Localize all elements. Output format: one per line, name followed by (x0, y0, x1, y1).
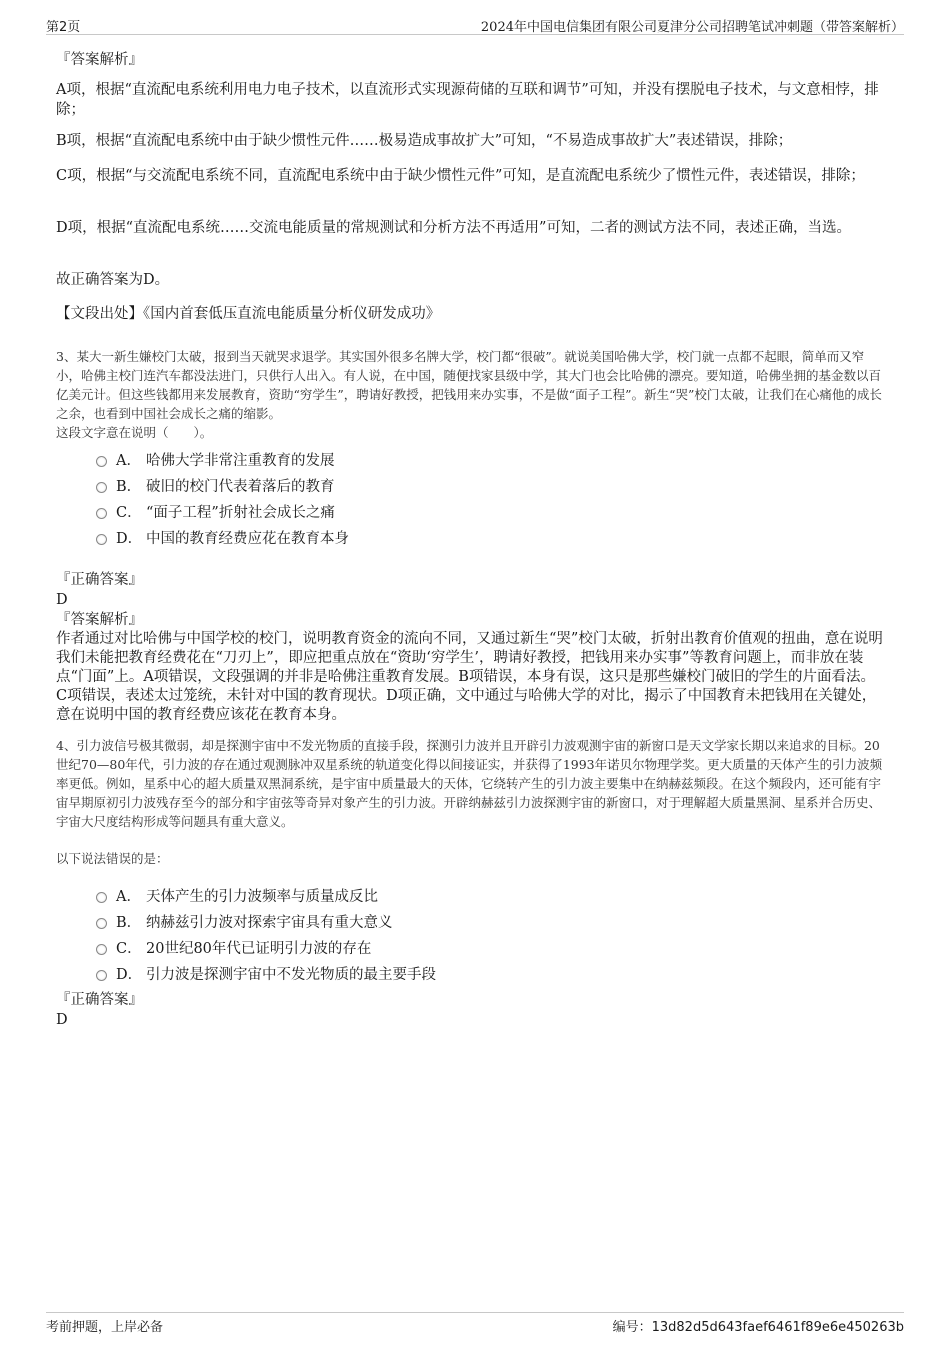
option-b[interactable] (96, 472, 349, 498)
option-key: C． (116, 940, 142, 957)
question-text: 3、某大一新生嫌校门太破，报到当天就哭求退学。其实国外很多名牌大学，校门都“很破”。就说美国哈佛大学，校门就一点都不起眼，简单而又窄小，哈佛主校门连汽车都没法进门，只供行人出入。有人说，在中国，随便找家县级中学，其大门也会比哈佛的漂亮。要知道，哈佛坐拥的基金数以百亿美元计。但这些钱都用来发展教育，资助“穷学生”，聘请好教授，把钱用来办实事，不是做“面子工程”。新生“哭”校门太破，让我们在心痛他的成长之余，也看到中国社会成长之痛的缩影。 (56, 349, 882, 421)
radio-icon[interactable] (96, 482, 107, 493)
analysis-heading: 『答案解析』 (56, 612, 143, 628)
page-number: 第2页 (46, 20, 81, 35)
radio-icon[interactable] (96, 892, 107, 903)
code-value: 13d82d5d643faef6461f89e6e450263b (651, 1320, 904, 1335)
q4-answer (56, 990, 886, 1030)
option-text: 纳赫兹引力波对探索宇宙具有重大意义 (146, 914, 393, 931)
q2-analysis-b (56, 131, 886, 151)
analysis-paragraph: C项，根据“与交流配电系统不同，直流配电系统中由于缺少惯性元件”可知，是直流配电系统少了惯性元件，表述错误，排除； (56, 168, 865, 184)
q3-answer (56, 570, 886, 725)
answer-heading: 『正确答案』 (56, 992, 143, 1008)
option-text: 中国的教育经费应花在教育本身 (146, 530, 349, 547)
q2-analysis-heading-block (56, 50, 886, 70)
option-key: D． (116, 966, 143, 983)
option-key: C． (116, 504, 142, 521)
q3-options (96, 446, 349, 550)
radio-icon[interactable] (96, 970, 107, 981)
radio-icon[interactable] (96, 918, 107, 929)
page-footer (46, 1312, 904, 1333)
radio-icon[interactable] (96, 508, 107, 519)
analysis-paragraph: A项，根据“直流配电系统利用电力电子技术，以直流形式实现源荷储的互联和调节”可知，并没有摆脱电子技术，与文意相悖，排除； (56, 82, 879, 118)
page-header (46, 14, 904, 35)
option-text: “面子工程”折射社会成长之痛 (146, 504, 335, 521)
option-key: A． (116, 888, 141, 905)
q3-question (56, 347, 886, 442)
option-key: A． (116, 452, 141, 469)
q2-analysis-d (56, 218, 886, 238)
radio-icon[interactable] (96, 456, 107, 467)
analysis-paragraph: D项，根据“直流配电系统……交流电能质量的常规测试和分析方法不再适用”可知，二者的测试方法不同，表述正确，当选。 (56, 220, 851, 236)
source-text: 【文段出处】《国内首套低压直流电能质量分析仪研发成功》 (56, 306, 441, 322)
question-prompt: 这段文字意在说明（ ）。 (56, 425, 213, 440)
document-title: 2024年中国电信集团有限公司夏津分公司招聘笔试冲刺题（带答案解析） (480, 20, 904, 35)
option-d[interactable] (96, 960, 436, 986)
analysis-heading: 『答案解析』 (56, 52, 143, 68)
analysis-text: 作者通过对比哈佛与中国学校的校门，说明教育资金的流向不同，又通过新生“哭”校门太破，折射出教育价值观的扭曲，意在说明我们未能把教育经费花在“刀刃上”，即应把重点放在“资助‘穷学生’，聘请好教授，把钱用来办实事”等教育问题上，而非放在装点“门面”上。A项错误，文段强调的并非是哈佛注重教育发展。B项错误，本身有误，这只是那些嫌校门破旧的学生的片面看法。C项错误，表述太过笼统，未针对中国的教育现状。D项正确，文中通过与哈佛大学的对比，揭示了中国教育未把钱用在关键处，意在说明中国的教育经费应该花在教育本身。 (56, 631, 883, 723)
option-text: 20世纪80年代已证明引力波的存在 (146, 940, 372, 957)
q2-source (56, 304, 886, 324)
option-key: B． (116, 914, 142, 931)
option-key: D． (116, 530, 143, 547)
question-text: 4、引力波信号极其微弱，却是探测宇宙中不发光物质的直接手段，探测引力波并且开辟引力波观测宇宙的新窗口是天文学家长期以来追求的目标。20世纪70—80年代，引力波的存在通过观测脉冲双星系统的轨道变化得以间接证实，并获得了1993年诺贝尔物理学奖。更大质量的天体产生的引力波频率更低。例如，星系中心的超大质量双黑洞系统，是宇宙中质量最大的天体，它绕转产生的引力波主要集中在纳赫兹频段。在这个频段内，还可能有宇宙早期原初引力波残存至今的部分和宇宙弦等奇异对象产生的引力波。开辟纳赫兹引力波探测宇宙的新窗口，对于理解超大质量黑洞、星系并合历史、宇宙大尺度结构形成等问题具有重大意义。 (56, 738, 883, 829)
conclusion-text: 故正确答案为D。 (56, 272, 170, 288)
answer-heading: 『正确答案』 (56, 572, 143, 588)
answer-value: D (56, 592, 68, 608)
option-key: B． (116, 478, 142, 495)
document-code (613, 1316, 904, 1335)
q2-analysis-a (56, 80, 886, 120)
option-text: 破旧的校门代表着落后的教育 (146, 478, 335, 495)
q2-analysis-c (56, 166, 886, 186)
option-text: 哈佛大学非常注重教育的发展 (146, 452, 335, 469)
option-text: 引力波是探测宇宙中不发光物质的最主要手段 (146, 966, 436, 983)
option-b[interactable] (96, 908, 436, 934)
option-c[interactable] (96, 934, 436, 960)
q4-options (96, 882, 436, 986)
footer-slogan: 考前押题，上岸必备 (46, 1320, 164, 1335)
radio-icon[interactable] (96, 944, 107, 955)
question-prompt: 以下说法错误的是： (56, 851, 169, 866)
option-d[interactable] (96, 524, 349, 550)
option-text: 天体产生的引力波频率与质量成反比 (146, 888, 378, 905)
option-a[interactable] (96, 882, 436, 908)
q4-question (56, 736, 886, 868)
analysis-paragraph: B项，根据“直流配电系统中由于缺少惯性元件……极易造成事故扩大”可知，“不易造成事故扩大”表述错误，排除； (56, 133, 793, 149)
radio-icon[interactable] (96, 534, 107, 545)
code-label: 编号： (612, 1320, 652, 1335)
option-c[interactable] (96, 498, 349, 524)
q2-conclusion (56, 270, 886, 290)
answer-value: D (56, 1012, 68, 1028)
option-a[interactable] (96, 446, 349, 472)
